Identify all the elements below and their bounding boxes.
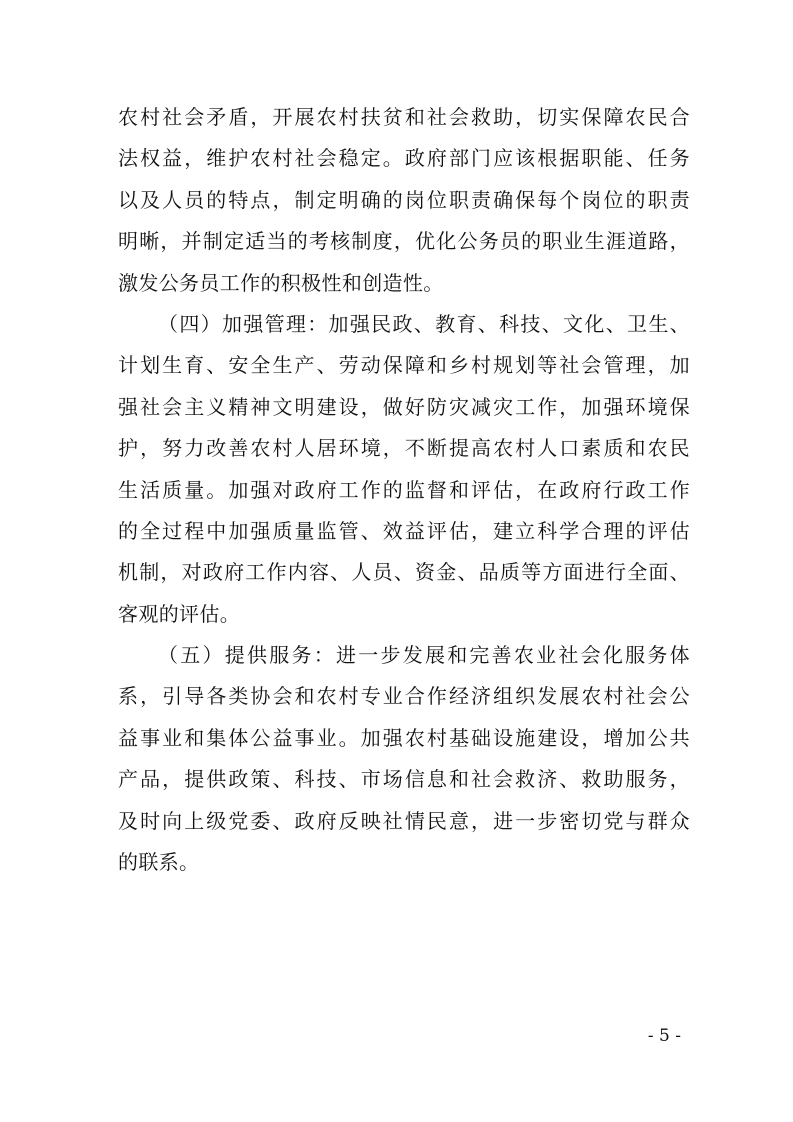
text-line: 的联系。: [118, 850, 200, 875]
text-line: 强社会主义精神文明建设，做好防灾减灾工作，加强环境保: [118, 394, 690, 419]
text-line: （五）提供服务：进一步发展和完善农业社会化服务体: [158, 643, 690, 668]
text-line: （四）加强管理：加强民政、教育、科技、文化、卫生、: [158, 311, 690, 336]
text-line: 明晰，并制定适当的考核制度，优化公务员的职业生涯道路，: [118, 229, 690, 254]
page-number: - 5 -: [647, 1026, 681, 1046]
text-line: 系，引导各类协会和农村专业合作经济组织发展农村社会公: [118, 684, 690, 709]
text-line: 客观的评估。: [118, 601, 241, 626]
text-line: 的全过程中加强质量监管、效益评估，建立科学合理的评估: [118, 518, 690, 543]
text-line: 计划生育、安全生产、劳动保障和乡村规划等社会管理，加: [118, 353, 690, 378]
text-line: 法权益，维护农村社会稳定。政府部门应该根据职能、任务: [118, 146, 690, 171]
text-line: 护，努力改善农村人居环境，不断提高农村人口素质和农民: [118, 436, 690, 461]
text-line: 及时向上级党委、政府反映社情民意，进一步密切党与群众: [118, 808, 690, 833]
text-line: 以及人员的特点，制定明确的岗位职责确保每个岗位的职责: [118, 187, 690, 212]
text-line: 农村社会矛盾，开展农村扶贫和社会救助，切实保障农民合: [118, 105, 690, 129]
text-line: 激发公务员工作的积极性和创造性。: [118, 270, 444, 295]
paragraph-provide-services: [118, 635, 690, 883]
text-line: 产品，提供政策、科技、市场信息和社会救济、救助服务，: [118, 767, 690, 792]
paragraph-strengthen-management: [118, 304, 690, 635]
paragraph-continuation: [118, 97, 690, 304]
document-body: [118, 97, 690, 883]
text-line: 生活质量。加强对政府工作的监督和评估，在政府行政工作: [118, 477, 690, 502]
text-line: 机制，对政府工作内容、人员、资金、品质等方面进行全面、: [118, 560, 690, 585]
text-line: 益事业和集体公益事业。加强农村基础设施建设，增加公共: [118, 725, 690, 750]
